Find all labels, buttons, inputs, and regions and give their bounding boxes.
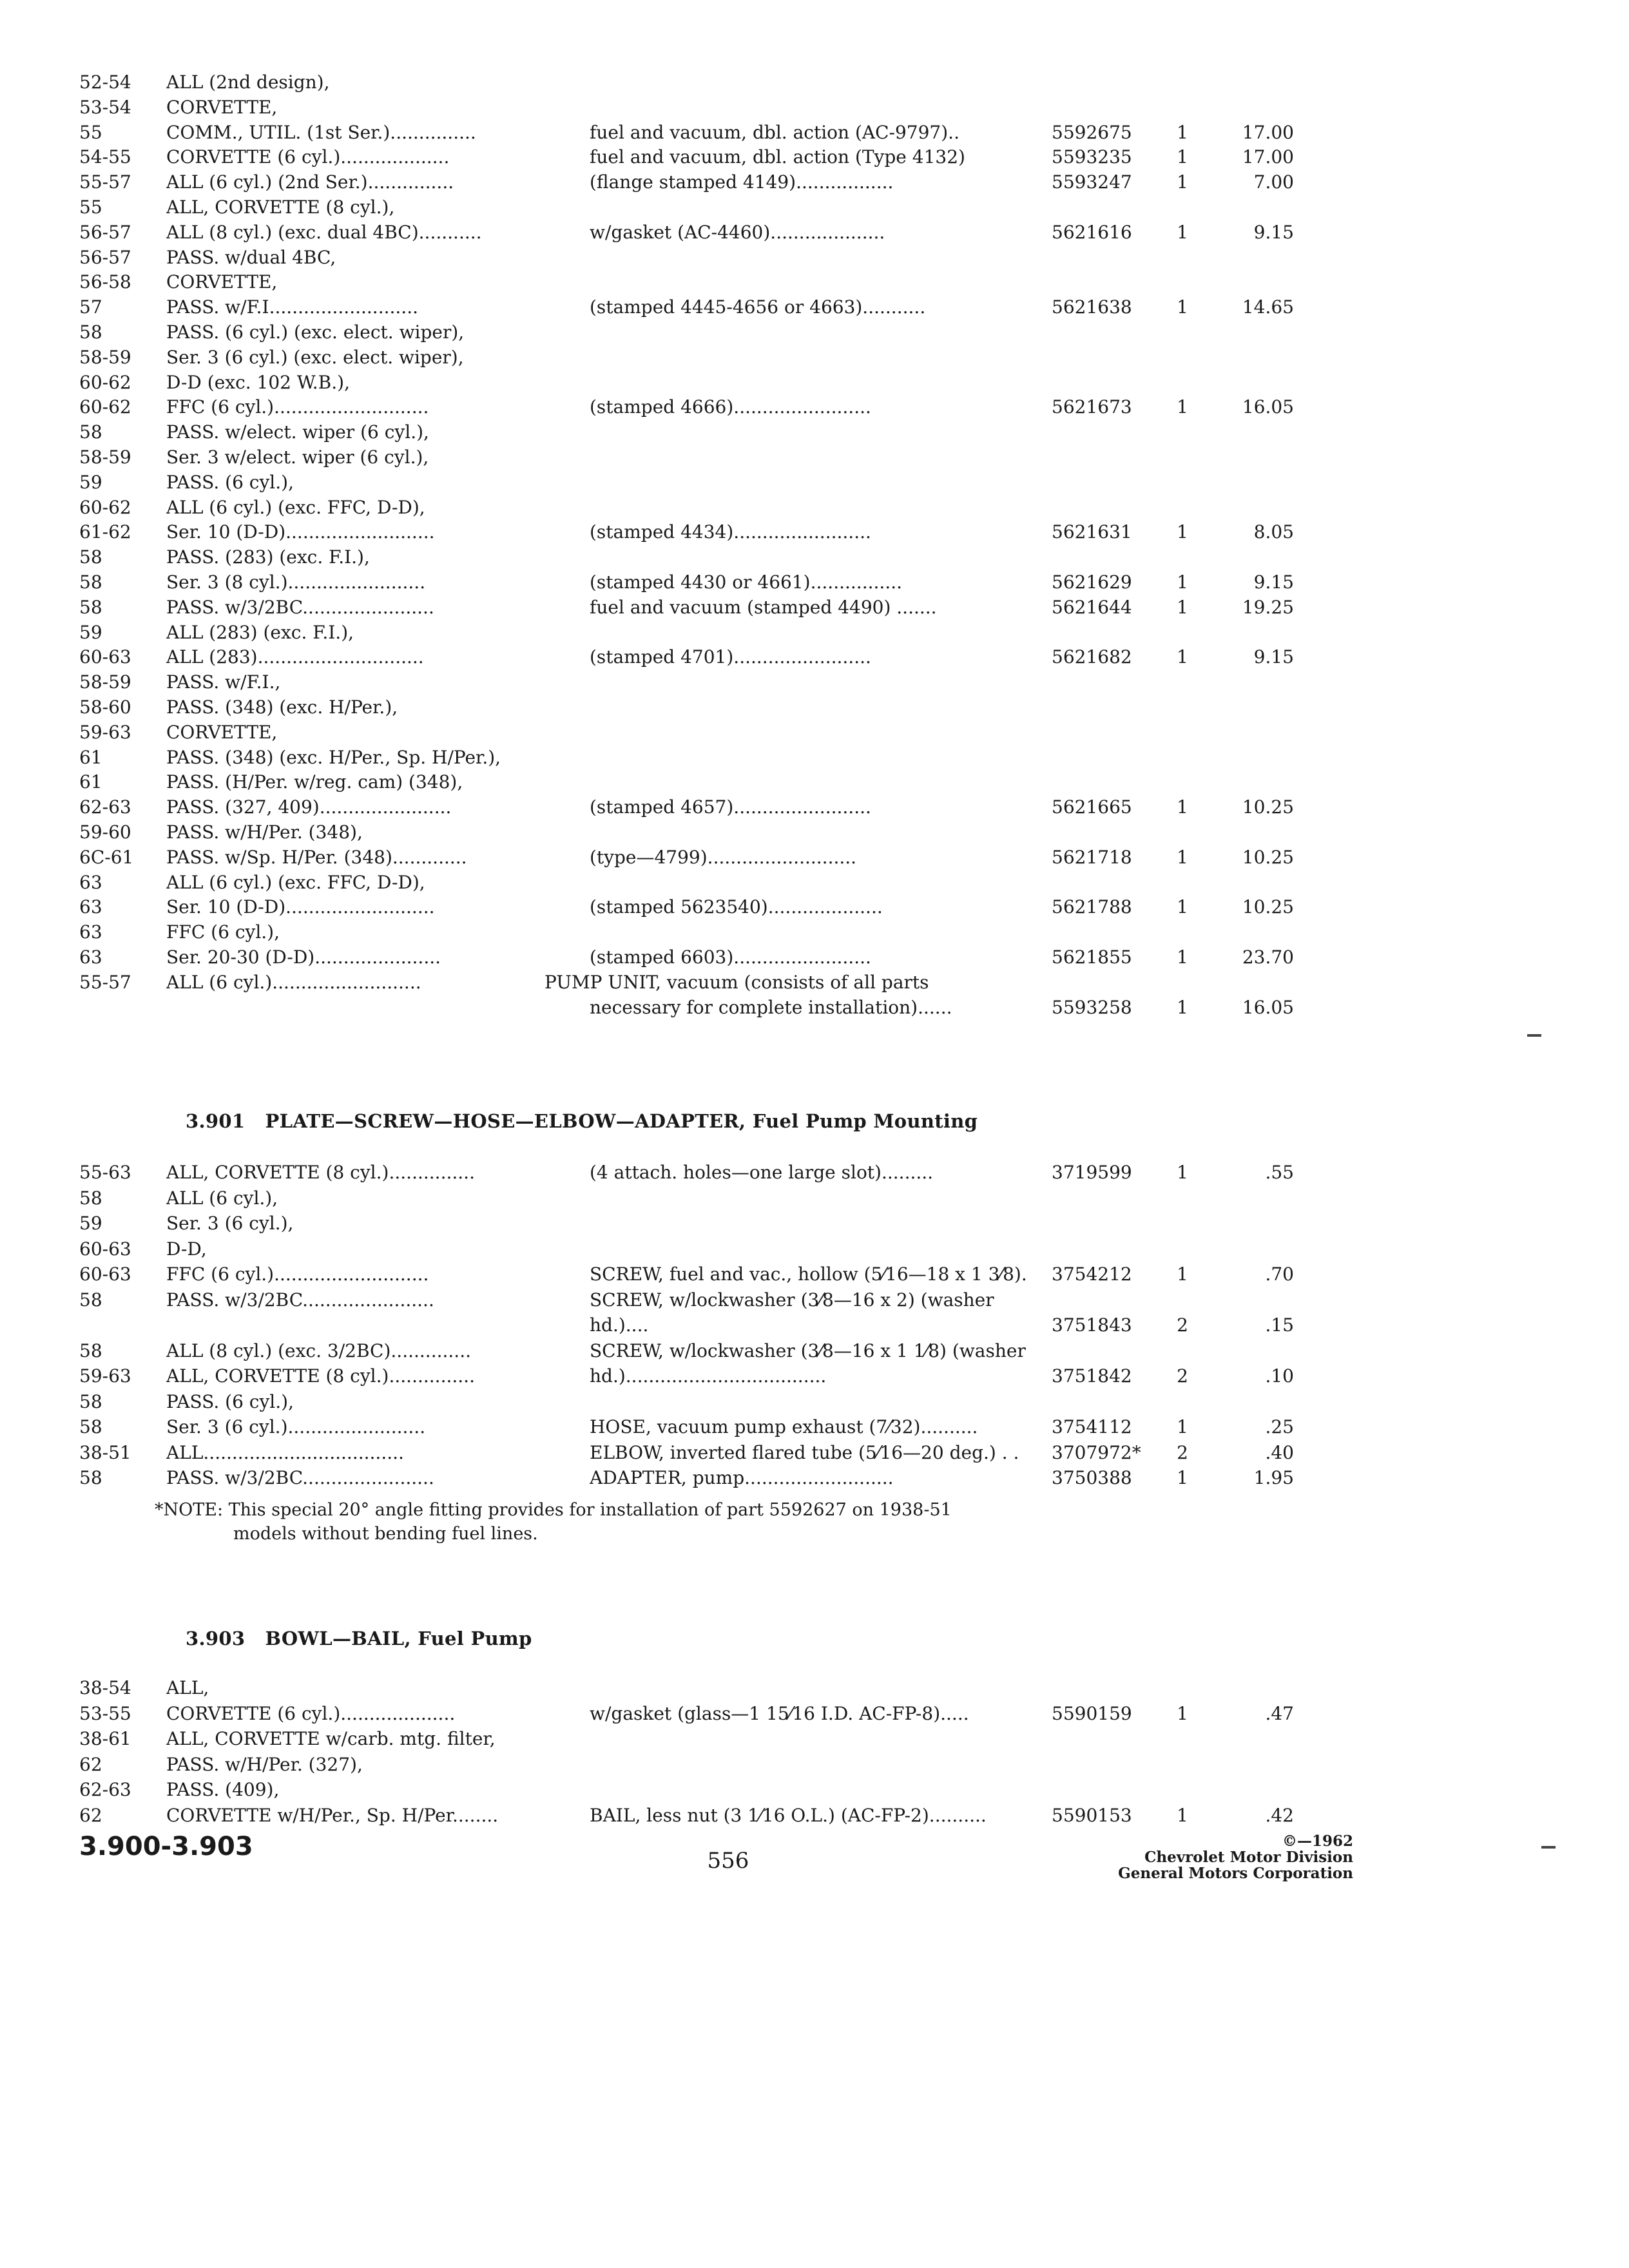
description-cell: w/gasket (AC-4460).................... <box>590 222 885 243</box>
table-row <box>0 1701 1629 1727</box>
quantity: 1 <box>1177 521 1188 543</box>
year-range: 38-51 <box>79 1442 131 1463</box>
description-cell: ADAPTER, pump.......................... <box>590 1467 894 1488</box>
quantity: 2 <box>1177 1442 1188 1463</box>
year-range: 58-59 <box>79 671 131 693</box>
quantity: 1 <box>1177 171 1188 193</box>
year-range: 61 <box>79 747 102 768</box>
table-row <box>0 820 1629 845</box>
model-cell: PASS. w/Sp. H/Per. (348)............. <box>166 847 467 868</box>
quantity: 2 <box>1177 1314 1188 1336</box>
section-heading-3-901 <box>186 1108 978 1134</box>
part-number: 5621855 <box>1052 947 1132 968</box>
model-cell: PASS. (327, 409)....................... <box>166 796 452 818</box>
table-row <box>0 1211 1629 1236</box>
price: .42 <box>1265 1805 1294 1826</box>
year-range: 58 <box>79 1187 102 1209</box>
table-row <box>0 1440 1629 1466</box>
year-range: 63 <box>79 896 102 918</box>
table-row <box>0 995 1629 1021</box>
table-row <box>0 1363 1629 1389</box>
table-row <box>0 95 1629 120</box>
year-range: 38-61 <box>79 1728 131 1749</box>
table-row <box>0 345 1629 370</box>
table-row <box>0 1726 1629 1752</box>
price: 10.25 <box>1242 796 1294 818</box>
table-row <box>0 419 1629 445</box>
price: .15 <box>1265 1314 1294 1336</box>
model-cell: ALL (6 cyl.), <box>166 1187 278 1209</box>
model-cell: PASS. (H/Per. w/reg. cam) (348), <box>166 771 463 793</box>
part-number: 3754212 <box>1052 1264 1132 1285</box>
model-cell: ALL (6 cyl.) (exc. FFC, D-D), <box>166 872 425 893</box>
table-row <box>0 169 1629 195</box>
year-range: 59 <box>79 622 102 643</box>
table-row <box>0 845 1629 870</box>
year-range: 54-55 <box>79 146 131 168</box>
model-cell: ALL, CORVETTE w/carb. mtg. filter, <box>166 1728 496 1749</box>
price: 17.00 <box>1242 122 1294 143</box>
quantity: 1 <box>1177 572 1188 593</box>
year-range: 58 <box>79 421 102 443</box>
table-row <box>0 644 1629 670</box>
year-range: 58 <box>79 1391 102 1412</box>
description-cell: necessary for complete installation)...... <box>590 997 952 1018</box>
price: .25 <box>1265 1416 1294 1437</box>
part-number: 5593258 <box>1052 997 1132 1018</box>
model-cell: PASS. w/3/2BC....................... <box>166 1467 434 1488</box>
table-row <box>0 769 1629 795</box>
table-row <box>0 745 1629 771</box>
quantity: 1 <box>1177 1703 1188 1724</box>
model-cell: PASS. (6 cyl.) (exc. elect. wiper), <box>166 322 465 343</box>
model-cell: PASS. (409), <box>166 1779 280 1800</box>
table-row <box>0 294 1629 320</box>
description-cell: fuel and vacuum, dbl. action (AC-9797).. <box>590 122 959 143</box>
price: 10.25 <box>1242 896 1294 918</box>
table-row <box>0 144 1629 170</box>
year-range: 58 <box>79 1340 102 1361</box>
model-cell: PASS. w/H/Per. (327), <box>166 1754 363 1775</box>
description-cell: (stamped 4430 or 4661)................ <box>590 572 902 593</box>
table-row <box>0 794 1629 820</box>
year-range: 58 <box>79 546 102 568</box>
description-cell: SCREW, fuel and vac., hollow (5⁄16—18 x 1 3⁄8). <box>590 1264 1027 1285</box>
margin-mark <box>1541 1846 1556 1849</box>
table-row <box>0 620 1629 646</box>
quantity: 1 <box>1177 896 1188 918</box>
table-row <box>0 70 1629 95</box>
model-cell: PASS. (6 cyl.), <box>166 1391 294 1412</box>
price: 17.00 <box>1242 146 1294 168</box>
year-range: 55 <box>79 197 102 218</box>
year-range: 62-63 <box>79 1779 131 1800</box>
footnote-line-2: models without bending fuel lines. <box>233 1524 538 1544</box>
year-range: 60-62 <box>79 372 131 393</box>
model-cell: CORVETTE (6 cyl.)................... <box>166 146 450 168</box>
part-number: 5621673 <box>1052 396 1132 418</box>
year-range: 57 <box>79 296 102 318</box>
part-number: 5621718 <box>1052 847 1132 868</box>
table-row <box>0 470 1629 495</box>
year-range: 59-63 <box>79 1365 131 1387</box>
table-row <box>0 945 1629 970</box>
model-cell: PASS. (283) (exc. F.I.), <box>166 546 370 568</box>
model-cell: ALL (8 cyl.) (exc. dual 4BC)........... <box>166 222 482 243</box>
year-range: 58 <box>79 1289 102 1311</box>
description-cell: HOSE, vacuum pump exhaust (7⁄32).......... <box>590 1416 978 1437</box>
model-cell: PASS. w/3/2BC....................... <box>166 1289 434 1311</box>
model-cell: PASS. w/3/2BC....................... <box>166 597 434 618</box>
table-row <box>0 1186 1629 1211</box>
year-range: 62 <box>79 1805 102 1826</box>
year-range: 55 <box>79 122 102 143</box>
model-cell: ALL (283)............................. <box>166 646 424 668</box>
model-cell: PASS. (6 cyl.), <box>166 472 294 493</box>
model-cell: ALL (6 cyl.).......................... <box>166 972 421 993</box>
section-heading-3-903 <box>186 1626 532 1651</box>
price: 9.15 <box>1253 572 1294 593</box>
price: 14.65 <box>1242 296 1294 318</box>
part-number: 5621788 <box>1052 896 1132 918</box>
price: .70 <box>1265 1264 1294 1285</box>
description-cell: (flange stamped 4149)................. <box>590 171 894 193</box>
page-number: 556 <box>707 1848 749 1874</box>
year-range: 58-60 <box>79 697 131 718</box>
year-range: 53-55 <box>79 1703 131 1724</box>
year-range: 53-54 <box>79 97 131 118</box>
quantity: 1 <box>1177 947 1188 968</box>
year-range: 60-62 <box>79 396 131 418</box>
price: 7.00 <box>1253 171 1294 193</box>
description-cell: w/gasket (glass—1 15⁄16 I.D. AC-FP-8)..... <box>590 1703 969 1724</box>
model-cell: Ser. 3 (6 cyl.) (exc. elect. wiper), <box>166 347 464 368</box>
quantity: 1 <box>1177 646 1188 668</box>
price: 19.25 <box>1242 597 1294 618</box>
part-number: 5621631 <box>1052 521 1132 543</box>
table-row <box>0 1262 1629 1287</box>
price: 16.05 <box>1242 396 1294 418</box>
model-cell: Ser. 3 w/elect. wiper (6 cyl.), <box>166 447 429 468</box>
part-number: 5621629 <box>1052 572 1132 593</box>
model-cell: CORVETTE w/H/Per., Sp. H/Per........ <box>166 1805 499 1826</box>
year-range: 59-60 <box>79 822 131 843</box>
year-range: 62 <box>79 1754 102 1775</box>
part-number: 3750388 <box>1052 1467 1132 1488</box>
year-range: 60-62 <box>79 497 131 518</box>
model-cell: PASS. w/elect. wiper (6 cyl.), <box>166 421 429 443</box>
model-cell: ALL (2nd design), <box>166 72 330 93</box>
year-range: 62-63 <box>79 796 131 818</box>
table-row <box>0 1160 1629 1186</box>
model-cell: ALL (6 cyl.) (2nd Ser.)............... <box>166 171 454 193</box>
price: .10 <box>1265 1365 1294 1387</box>
year-range: 6C-61 <box>79 847 134 868</box>
model-cell: ALL, CORVETTE (8 cyl.)............... <box>166 1365 475 1387</box>
price: 9.15 <box>1253 222 1294 243</box>
table-row <box>0 894 1629 920</box>
table-row <box>0 1287 1629 1313</box>
model-cell: COMM., UTIL. (1st Ser.)............... <box>166 122 476 143</box>
model-cell: PASS. (348) (exc. H/Per.), <box>166 697 398 718</box>
year-range: 58-59 <box>79 347 131 368</box>
copyright: ©—1962 <box>1282 1832 1353 1850</box>
quantity: 1 <box>1177 396 1188 418</box>
model-cell: FFC (6 cyl.)........................... <box>166 396 429 418</box>
part-number: 5621682 <box>1052 646 1132 668</box>
model-cell: D-D, <box>166 1238 207 1260</box>
model-cell: ALL, CORVETTE (8 cyl.), <box>166 197 395 218</box>
table-row <box>0 370 1629 396</box>
table-row <box>0 1236 1629 1262</box>
price: 16.05 <box>1242 997 1294 1018</box>
section-title: PLATE—SCREW—HOSE—ELBOW—ADAPTER, Fuel Pump Mounting <box>265 1110 978 1132</box>
price: 1.95 <box>1253 1467 1294 1488</box>
part-number: 3754112 <box>1052 1416 1132 1437</box>
model-cell: ALL (283) (exc. F.I.), <box>166 622 354 643</box>
description-cell: (stamped 4701)........................ <box>590 646 871 668</box>
quantity: 1 <box>1177 597 1188 618</box>
table-row <box>0 1752 1629 1778</box>
part-number: 5621616 <box>1052 222 1132 243</box>
part-number: 5590159 <box>1052 1703 1132 1724</box>
table-row <box>0 720 1629 745</box>
quantity: 1 <box>1177 1416 1188 1437</box>
year-range: 58 <box>79 572 102 593</box>
table-row <box>0 1414 1629 1440</box>
footnote-line-1: *NOTE: This special 20° angle fitting provides for installation of part 5592627 on 1938-51 <box>155 1500 952 1520</box>
model-cell: PASS. w/F.I.......................... <box>166 296 419 318</box>
description-cell: (stamped 5623540).................... <box>590 896 883 918</box>
part-number: 3719599 <box>1052 1162 1132 1183</box>
model-cell: CORVETTE, <box>166 271 278 293</box>
quantity: 1 <box>1177 1467 1188 1488</box>
table-row <box>0 269 1629 295</box>
table-row <box>0 495 1629 521</box>
model-cell: CORVETTE, <box>166 97 278 118</box>
year-range: 56-58 <box>79 271 131 293</box>
model-cell: ALL (8 cyl.) (exc. 3/2BC).............. <box>166 1340 472 1361</box>
year-range: 52-54 <box>79 72 131 93</box>
model-cell: PASS. w/H/Per. (348), <box>166 822 363 843</box>
model-cell: ALL (6 cyl.) (exc. FFC, D-D), <box>166 497 425 518</box>
quantity: 1 <box>1177 296 1188 318</box>
table-row <box>0 695 1629 720</box>
description-cell: (stamped 4445-4656 or 4663)........... <box>590 296 926 318</box>
table-row <box>0 1338 1629 1364</box>
table-row <box>0 1312 1629 1338</box>
year-range: 38-54 <box>79 1677 131 1698</box>
table-row <box>0 544 1629 570</box>
table-row <box>0 870 1629 896</box>
year-range: 59 <box>79 1213 102 1234</box>
year-range: 60-63 <box>79 1264 131 1285</box>
model-cell: ALL, <box>166 1677 209 1698</box>
quantity: 1 <box>1177 1805 1188 1826</box>
model-cell: Ser. 3 (6 cyl.)........................ <box>166 1416 426 1437</box>
quantity: 1 <box>1177 1162 1188 1183</box>
quantity: 1 <box>1177 1264 1188 1285</box>
year-range: 58 <box>79 597 102 618</box>
model-cell: Ser. 10 (D-D).......................... <box>166 896 435 918</box>
description-cell: (4 attach. holes—one large slot)......... <box>590 1162 934 1183</box>
description-cell: BAIL, less nut (3 1⁄16 O.L.) (AC-FP-2).......... <box>590 1805 987 1826</box>
year-range: 55-63 <box>79 1162 131 1183</box>
section-title: BOWL—BAIL, Fuel Pump <box>265 1628 532 1649</box>
year-range: 59-63 <box>79 722 131 743</box>
year-range: 56-57 <box>79 247 131 268</box>
table-row <box>0 394 1629 420</box>
part-number: 5593247 <box>1052 171 1132 193</box>
year-range: 61 <box>79 771 102 793</box>
description-cell: SCREW, w/lockwasher (3⁄8—16 x 2) (washer <box>590 1289 994 1311</box>
price: 8.05 <box>1253 521 1294 543</box>
part-number: 5590153 <box>1052 1805 1132 1826</box>
part-number: 5621644 <box>1052 597 1132 618</box>
year-range: 58 <box>79 322 102 343</box>
year-range: 60-63 <box>79 1238 131 1260</box>
table-row <box>0 519 1629 545</box>
year-range: 63 <box>79 947 102 968</box>
table-row <box>0 1675 1629 1701</box>
table-row <box>0 120 1629 146</box>
part-number: 5593235 <box>1052 146 1132 168</box>
model-cell: FFC (6 cyl.), <box>166 921 280 943</box>
model-cell: CORVETTE, <box>166 722 278 743</box>
model-cell: ALL................................... <box>166 1442 404 1463</box>
table-row <box>0 1389 1629 1415</box>
description-cell: SCREW, w/lockwasher (3⁄8—16 x 1 1⁄8) (washer <box>590 1340 1026 1361</box>
price: 10.25 <box>1242 847 1294 868</box>
model-cell: FFC (6 cyl.)........................... <box>166 1264 429 1285</box>
corporation-name: General Motors Corporation <box>1118 1865 1353 1882</box>
price: 23.70 <box>1242 947 1294 968</box>
price: .47 <box>1265 1703 1294 1724</box>
model-cell: Ser. 3 (8 cyl.)........................ <box>166 572 426 593</box>
part-number: 5592675 <box>1052 122 1132 143</box>
model-cell: Ser. 10 (D-D).......................... <box>166 521 435 543</box>
table-row <box>0 445 1629 470</box>
model-cell: Ser. 3 (6 cyl.), <box>166 1213 294 1234</box>
model-cell: Ser. 20-30 (D-D)...................... <box>166 947 441 968</box>
year-range: 55-57 <box>79 171 131 193</box>
model-cell: PASS. (348) (exc. H/Per., Sp. H/Per.), <box>166 747 501 768</box>
quantity: 1 <box>1177 222 1188 243</box>
table-row <box>0 1465 1629 1491</box>
division-name: Chevrolet Motor Division <box>1144 1849 1353 1866</box>
model-cell: D-D (exc. 102 W.B.), <box>166 372 350 393</box>
description-cell: (stamped 6603)........................ <box>590 947 871 968</box>
year-range: 59 <box>79 472 102 493</box>
table-row <box>0 669 1629 695</box>
model-cell: PASS. w/dual 4BC, <box>166 247 336 268</box>
model-cell: PASS. w/F.I., <box>166 671 281 693</box>
model-cell: CORVETTE (6 cyl.).................... <box>166 1703 456 1724</box>
year-range: 63 <box>79 872 102 893</box>
quantity: 2 <box>1177 1365 1188 1387</box>
table-row <box>0 320 1629 345</box>
table-row <box>0 1777 1629 1803</box>
table-row <box>0 570 1629 595</box>
description-cell: fuel and vacuum (stamped 4490) ....... <box>590 597 937 618</box>
year-range: 60-63 <box>79 646 131 668</box>
description-cell: (stamped 4657)........................ <box>590 796 871 818</box>
model-cell: ALL, CORVETTE (8 cyl.)............... <box>166 1162 475 1183</box>
quantity: 1 <box>1177 146 1188 168</box>
table-row <box>0 595 1629 620</box>
price: .40 <box>1265 1442 1294 1463</box>
description-cell: PUMP UNIT, vacuum (consists of all parts <box>545 972 929 993</box>
year-range: 56-57 <box>79 222 131 243</box>
year-range: 58-59 <box>79 447 131 468</box>
year-range: 58 <box>79 1467 102 1488</box>
description-cell: (stamped 4666)........................ <box>590 396 871 418</box>
description-cell: hd.).... <box>590 1314 649 1336</box>
table-row <box>0 970 1629 995</box>
description-cell: hd.)................................... <box>590 1365 827 1387</box>
year-range: 58 <box>79 1416 102 1437</box>
table-row <box>0 919 1629 945</box>
section-number: 3.901 <box>186 1110 246 1132</box>
quantity: 1 <box>1177 847 1188 868</box>
part-number: 3707972* <box>1052 1442 1141 1463</box>
price: .55 <box>1265 1162 1294 1183</box>
year-range: 63 <box>79 921 102 943</box>
table-row <box>0 1803 1629 1829</box>
table-row <box>0 195 1629 220</box>
quantity: 1 <box>1177 122 1188 143</box>
part-number: 3751843 <box>1052 1314 1132 1336</box>
part-number: 5621638 <box>1052 296 1132 318</box>
year-range: 55-57 <box>79 972 131 993</box>
section-range: 3.900-3.903 <box>79 1832 253 1861</box>
margin-mark <box>1527 1034 1541 1037</box>
year-range: 61-62 <box>79 521 131 543</box>
price: 9.15 <box>1253 646 1294 668</box>
table-row <box>0 245 1629 271</box>
description-cell: ELBOW, inverted flared tube (5⁄16—20 deg.) . . <box>590 1442 1019 1463</box>
part-number: 3751842 <box>1052 1365 1132 1387</box>
description-cell: (type—4799).......................... <box>590 847 857 868</box>
part-number: 5621665 <box>1052 796 1132 818</box>
description-cell: (stamped 4434)........................ <box>590 521 871 543</box>
description-cell: fuel and vacuum, dbl. action (Type 4132) <box>590 146 965 168</box>
table-row <box>0 220 1629 245</box>
publisher-block <box>1057 1833 1353 1881</box>
quantity: 1 <box>1177 997 1188 1018</box>
section-number: 3.903 <box>186 1628 246 1649</box>
quantity: 1 <box>1177 796 1188 818</box>
